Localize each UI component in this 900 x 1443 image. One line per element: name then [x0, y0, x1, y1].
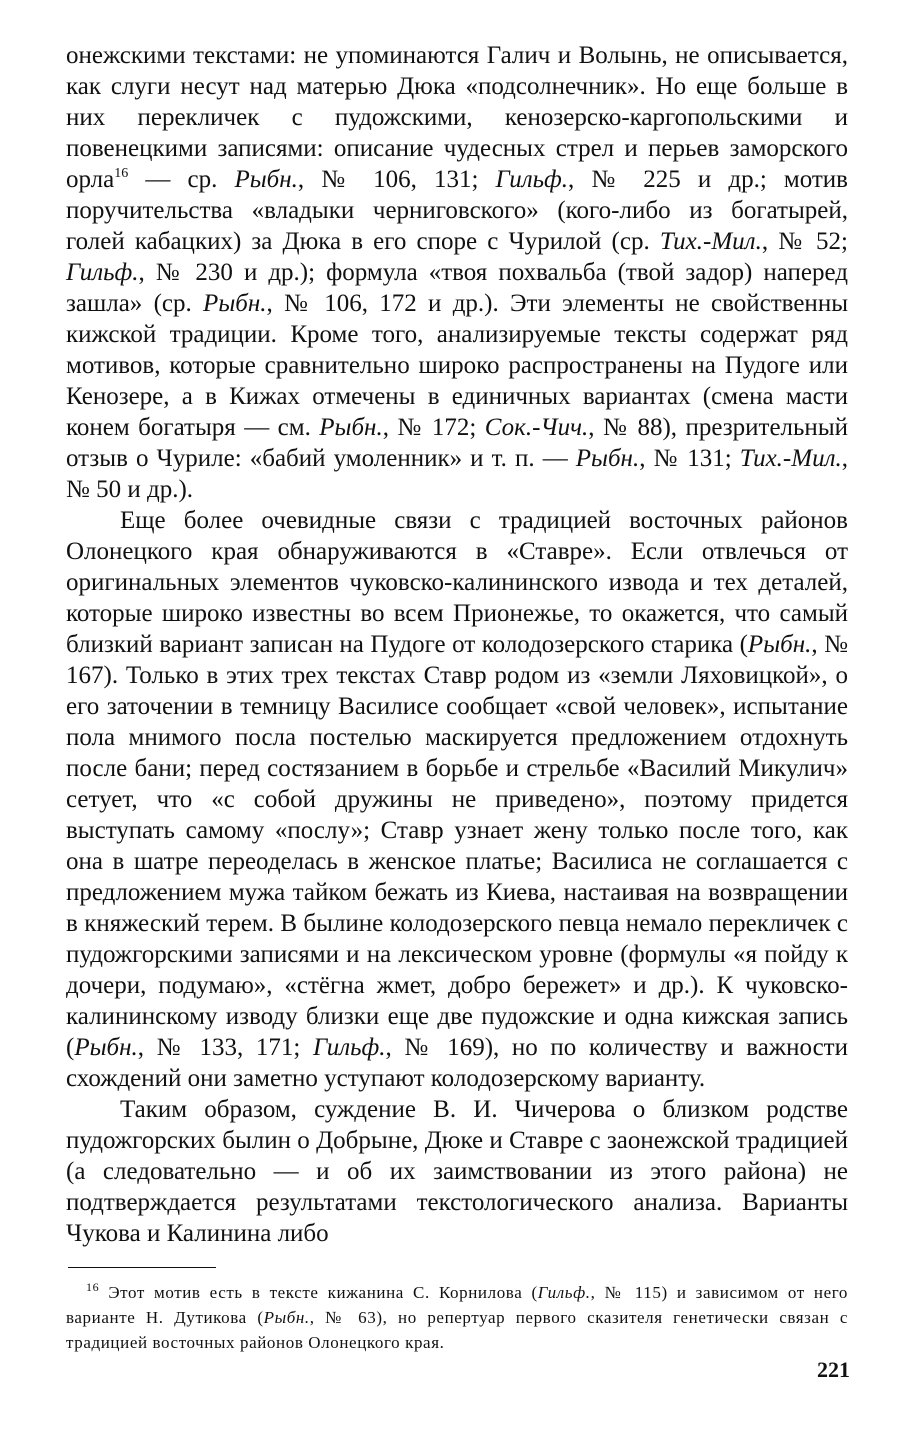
paragraph-3 [66, 1094, 848, 1249]
text-run: , № 169), но по количеству и важности схождений они заметно уступают колодозерскому варианту. [66, 1034, 848, 1092]
text-run: , № 50 и др.). [66, 445, 848, 503]
footnote-ref: 16 [114, 166, 129, 181]
main-text [66, 40, 848, 1249]
citation: Гильф. [312, 1034, 386, 1061]
text-run: Этот мотив есть в тексте кижанина С. Корнилова ( [99, 1283, 538, 1302]
citation: Тих.-Мил. [739, 445, 842, 472]
text-run: , № 131; [639, 445, 740, 472]
paragraph-1 [66, 40, 848, 505]
citation: Рыбн. [74, 1034, 138, 1061]
text-run: Таким образом, суждение В. И. Чичерова о близком родстве пудожгорских былин о Добрыне, Дюке и Ставре с заонежской традицией (а следовательно — и об их заимствовании из этого района) не подтверждается результатами текстологического анализа. Варианты Чукова и Калинина либо [66, 1096, 848, 1247]
text-run: Еще более очевидные связи с традицией восточных районов Олонецкого края обнаруживаются в «Ставре». Если отвлечься от оригинальных элементов чуковско-калининского извода и тех деталей, которые широко известны во всем Прионежье, то окажется, что самый близкий вариант записан на Пудоге от колодозерского старика ( [66, 507, 848, 658]
citation: Рыбн. [747, 631, 812, 658]
citation: Рыбн. [319, 414, 383, 441]
page-number: 221 [817, 1357, 850, 1382]
text-run: , № 115) и зависимом от него варианте Н. Дутикова ( [66, 1283, 848, 1327]
text-run: онежскими текстами: не упоминаются Галич и Волынь, не описывается, как слуги несут над матерью Дюка «подсолнечник». Но еще больше в них перекличек с пудожскими, кенозерско-каргопольскими и повенецкими записями: описание чудесных стрел и перьев заморского орла [66, 42, 848, 193]
citation: Тих.-Мил. [659, 228, 762, 255]
citation: Гильф. [66, 259, 139, 286]
footnote-divider [68, 1267, 216, 1268]
text-run: , № 88), презрительный отзыв о Чуриле: «бабий умоленник» и т. п. — [66, 414, 848, 472]
text-run: — ср. [128, 166, 235, 193]
text-run: , № 106, 131; [297, 166, 496, 193]
text-run: , № 106, 172 и др.). Эти элементы не свойственны кижской традиции. Кроме того, анализируемые тексты содержат ряд мотивов, которые сравнительно широко распространены на Пудоге или Кенозере, а в Кижах отмечены в единичных вариантах (смена масти конем богатыря — см. [66, 290, 848, 441]
text-run: , № 172; [382, 414, 485, 441]
footnote-16 [66, 1280, 848, 1355]
citation: Рыбн. [263, 1308, 310, 1327]
citation: Гильф. [537, 1283, 591, 1302]
text-run: , № 230 и др.); формула «твоя похвальба (твой задор) наперед зашла» (ср. [66, 259, 848, 317]
text-run: , № 133, 171; [137, 1034, 313, 1061]
citation: Рыбн. [203, 290, 267, 317]
text-run: , № 63), но репертуар первого сказителя генетически связан с традицией восточных районов Олонецкого края. [66, 1308, 848, 1352]
footnote-number: 16 [86, 1280, 100, 1294]
paragraph-2 [66, 505, 848, 1094]
citation: Рыбн. [234, 166, 298, 193]
text-run: , № 167). Только в этих трех текстах Ставр родом из «земли Ляховицкой», о его заточении в темницу Василисе сообщает «свой человек», испытание пола мнимого посла постелью маскируется предложением отдохнуть после бани; перед состязанием в борьбе и стрельбе «Василий Микулич» сетует, что «с собой дружины не приведено», поэтому придется выступать самому «послу»; Ставр узнает жену только после того, как она в шатре переоделась в женское платье; Василиса не соглашается с предложением мужа тайком бежать из Киева, настаивая на возвращении в княжеский терем. В былине колодозерского певца немало перекличек с пудожгорскими записями и на лексическом уровне (формулы «я пойду к дочери, подумаю», «стёгна жмет, добро бережет» и др.). К чуковско-калининскому изводу близки еще две пудожские и одна кижская запись ( [66, 631, 848, 1061]
text-run: , № 225 и др.; мотив поручительства «владыки черниговского» (кого-либо из богатырей, голей кабацких) за Дюка в его споре с Чурилой (ср. [66, 166, 848, 255]
citation: Гильф. [495, 166, 569, 193]
citation: Сок.-Чич. [484, 414, 589, 441]
text-run: , № 52; [761, 228, 848, 255]
citation: Рыбн. [575, 445, 640, 472]
page-content [66, 40, 848, 1355]
